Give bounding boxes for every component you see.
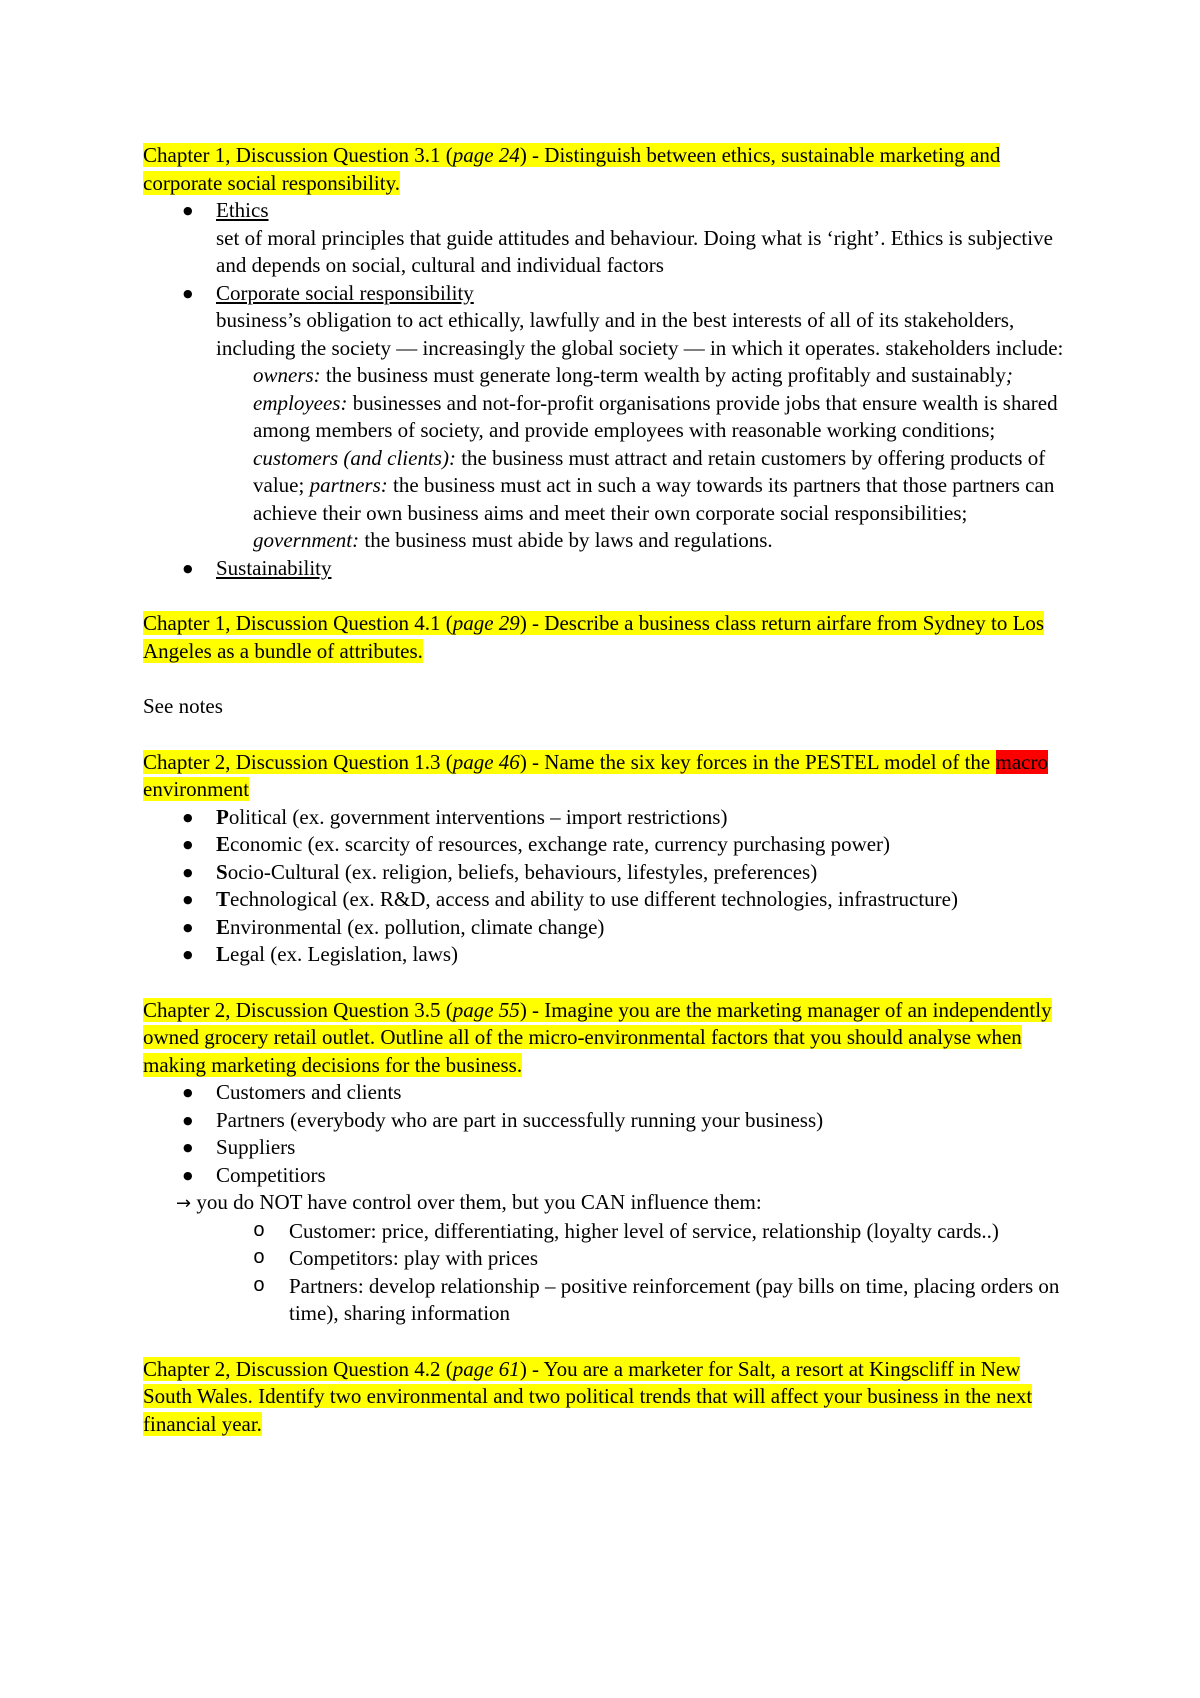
- pestel-item: ● Environmental (ex. pollution, climate change): [143, 914, 1073, 942]
- term-ethics: Ethics: [216, 198, 269, 222]
- list-item-csr: [143, 280, 1073, 555]
- pestel-list: [143, 804, 1073, 969]
- list-item: ● Suppliers: [143, 1134, 1073, 1162]
- definition-csr: business’s obligation to act ethically, lawfully and in the best interests of all of its stakeholders, including the society — increasingly the global society — in which it operates. stakeholders include:: [216, 308, 1064, 360]
- list-item: ● Partners (everybody who are part in successfully running your business): [143, 1107, 1073, 1135]
- sub-list-item: o Customer: price, differentiating, higher level of service, relationship (loyalty cards..): [289, 1218, 1073, 1246]
- stakeholders-paragraph: owners: the business must generate long-term wealth by acting profitably and sustainably; employees: businesses and not-for-profit organisations provide jobs that ensure wealth is shared among members of society, and provide employees with reasonable working conditions; customers (and clients): the business must attract and retain customers by offering products of value; partners: the business must act in such a way towards its partners that those partners can achieve their own business aims and meet their own corporate social responsibilities; government: the business must abide by laws and regulations.: [253, 363, 1058, 552]
- sub-list-item: o Partners: develop relationship – positive reinforcement (pay bills on time, placing orders on time), sharing information: [289, 1273, 1073, 1328]
- pestel-item: ● Political (ex. government interventions – import restrictions): [143, 804, 1073, 832]
- question-heading-3: Chapter 2, Discussion Question 1.3 (page 46) - Name the six key forces in the PESTEL model of the macro environment: [143, 749, 1048, 801]
- pestel-item: ● Socio-Cultural (ex. religion, beliefs, behaviours, lifestyles, preferences): [143, 859, 1073, 887]
- term-csr: Corporate social responsibility: [216, 280, 474, 305]
- pestel-item: ● Technological (ex. R&D, access and ability to use different technologies, infrastructure): [143, 886, 1073, 914]
- document-content: [143, 142, 1073, 1438]
- highlight-macro: macro: [995, 749, 1048, 774]
- question-heading-1: Chapter 1, Discussion Question 3.1 (page 24) - Distinguish between ethics, sustainable marketing and corporate social responsibility.: [143, 143, 1001, 195]
- term-sustainability: Sustainability: [216, 555, 332, 580]
- sub-list-item: o Competitors: play with prices: [289, 1245, 1073, 1273]
- list-item: ● Competitiors: [143, 1162, 1073, 1190]
- question-heading-2: Chapter 1, Discussion Question 4.1 (page 29) - Describe a business class return airfare from Sydney to Los Angeles as a bundle of attributes.: [143, 611, 1045, 663]
- influence-sublist: [143, 1218, 1073, 1328]
- list-item: ● Customers and clients: [143, 1079, 1073, 1107]
- answer-see-notes: See notes: [143, 694, 223, 718]
- question-heading-4: Chapter 2, Discussion Question 3.5 (page 55) - Imagine you are the marketing manager of an independently owned grocery retail outlet. Outline all of the micro-environmental factors that you should analyse when making marketing decisions for the business.: [143, 997, 1052, 1077]
- pestel-item: ● Legal (ex. Legislation, laws): [143, 941, 1073, 969]
- q1-answer-list: [143, 197, 1073, 582]
- list-item-ethics: [143, 197, 1073, 280]
- definition-ethics: set of moral principles that guide attitudes and behaviour. Doing what is ‘right’. Ethics is subjective and depends on social, cultural and individual factors: [216, 225, 1053, 277]
- right-arrow-icon: →: [176, 1193, 192, 1214]
- question-heading-5: Chapter 2, Discussion Question 4.2 (page 61) - You are a marketer for Salt, a resort at Kingscliff in New South Wales. Identify two environmental and two political trends that will affect your business in the next financial year.: [143, 1356, 1033, 1436]
- pestel-item: ● Economic (ex. scarcity of resources, exchange rate, currency purchasing power): [143, 831, 1073, 859]
- list-item-sustainability: [143, 555, 1073, 583]
- influence-line: → you do NOT have control over them, but you CAN influence them:: [176, 1190, 762, 1214]
- micro-factors-list: [143, 1079, 1073, 1189]
